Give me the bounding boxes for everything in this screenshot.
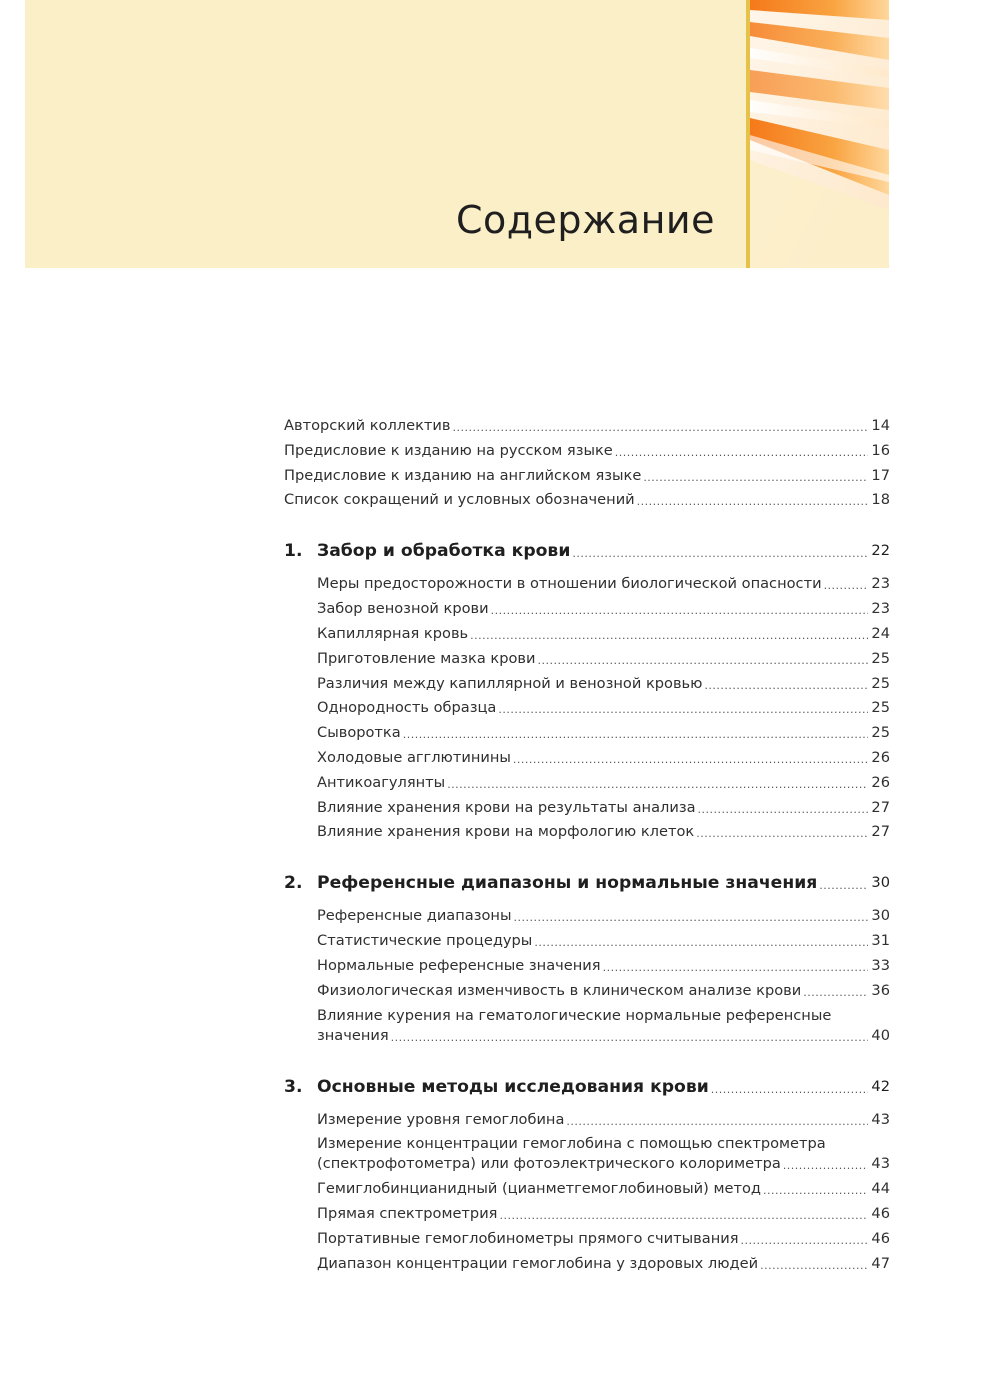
toc-entry-page: 25 — [871, 699, 890, 717]
dot-leader — [534, 935, 868, 951]
toc-entry-page: 46 — [871, 1229, 890, 1247]
toc-entry-title: Статистические процедуры — [317, 932, 533, 950]
chapter-title: Референсные диапазоны и нормальные значения — [317, 873, 818, 894]
dot-leader — [760, 1258, 868, 1274]
toc-chapter[interactable] — [284, 1076, 890, 1098]
dot-leader — [711, 1082, 868, 1098]
dot-leader — [603, 960, 868, 976]
toc-entry[interactable] — [284, 956, 890, 976]
table-of-contents — [284, 416, 890, 1278]
toc-entry-title: Различия между капиллярной и венозной кровью — [317, 674, 703, 692]
toc-entry[interactable] — [284, 574, 890, 594]
toc-entry-page: 31 — [871, 932, 890, 950]
toc-entry[interactable] — [284, 1229, 890, 1249]
chapter-number: 1. — [284, 541, 303, 562]
toc-entry[interactable] — [284, 773, 890, 793]
chapter-page: 22 — [871, 542, 890, 560]
dot-leader — [763, 1183, 868, 1199]
toc-entry-title: Авторский коллектив — [284, 417, 451, 434]
toc-entry-title: Капиллярная кровь — [317, 624, 469, 642]
toc-entry-title: Референсные диапазоны — [317, 907, 512, 925]
toc-entry-title: Портативные гемоглобинометры прямого считывания — [317, 1229, 739, 1247]
dot-leader — [499, 1208, 868, 1224]
toc-entry-title: Физиологическая изменчивость в клиническом анализе крови — [317, 981, 802, 999]
toc-entry-page: 24 — [871, 624, 890, 642]
toc-entry[interactable] — [284, 748, 890, 768]
toc-chapter[interactable] — [284, 540, 890, 562]
toc-entry[interactable] — [284, 416, 890, 436]
toc-entry-page: 25 — [871, 649, 890, 667]
dot-leader — [741, 1233, 868, 1249]
dot-leader — [491, 603, 868, 619]
toc-chapter[interactable] — [284, 872, 890, 894]
dot-leader — [824, 578, 868, 594]
chapter-page: 30 — [871, 874, 890, 892]
toc-entry-title: Влияние хранения крови на морфологию клеток — [317, 823, 695, 841]
toc-entry[interactable] — [284, 723, 890, 743]
dot-leader — [498, 702, 868, 718]
toc-entry[interactable] — [284, 1179, 890, 1199]
toc-entry-page: 25 — [871, 674, 890, 692]
toc-entry[interactable] — [284, 466, 890, 486]
toc-entry-title: Предисловие к изданию на английском языке — [284, 466, 642, 484]
toc-entry-page: 43 — [871, 1110, 890, 1128]
chapter-title: Основные методы исследования крови — [317, 1076, 709, 1097]
toc-entry-page: 27 — [871, 798, 890, 816]
toc-entry-title: Холодовые агглютинины — [317, 748, 511, 766]
dot-leader — [637, 494, 868, 510]
dot-leader — [698, 802, 868, 818]
toc-entry[interactable] — [284, 822, 890, 842]
toc-entry-title: Измерение концентрации гемоглобина с помощью спектрометра — [317, 1135, 826, 1153]
chapter-title: Забор и обработка крови — [317, 541, 571, 562]
toc-entry-page: 30 — [871, 907, 890, 925]
toc-entry-title: Гемиглобинцианидный (цианметгемоглобиновый) метод — [317, 1180, 761, 1198]
dot-leader — [803, 985, 868, 1001]
toc-entry[interactable] — [284, 1204, 890, 1224]
toc-entry-title: Список сокращений и условных обозначений — [284, 491, 635, 509]
toc-entry-page: 14 — [871, 417, 890, 434]
toc-entry[interactable] — [284, 649, 890, 669]
dot-leader — [403, 727, 868, 743]
toc-entry[interactable] — [284, 1134, 890, 1174]
toc-entry-page: 23 — [871, 600, 890, 618]
toc-entry-page: 26 — [871, 748, 890, 766]
dot-leader — [513, 752, 868, 768]
page-title: Содержание — [456, 198, 715, 242]
toc-entry-title: Однородность образца — [317, 699, 497, 717]
toc-entry[interactable] — [284, 906, 890, 926]
toc-entry[interactable] — [284, 1006, 890, 1046]
toc-entry-title: Забор венозной крови — [317, 600, 489, 618]
chapter-page: 42 — [871, 1077, 890, 1095]
toc-entry-title: Предисловие к изданию на русском языке — [284, 441, 613, 459]
toc-entry[interactable] — [284, 441, 890, 461]
toc-entry-title: Антикоагулянты — [317, 773, 446, 791]
toc-entry-page: 17 — [871, 466, 890, 484]
toc-entry[interactable] — [284, 674, 890, 694]
header-band — [25, 0, 747, 268]
toc-entry-title: Нормальные референсные значения — [317, 956, 601, 974]
toc-entry[interactable] — [284, 1254, 890, 1274]
toc-entry-page: 33 — [871, 956, 890, 974]
toc-entry-page: 25 — [871, 724, 890, 742]
toc-entry-title: Меры предосторожности в отношении биологической опасности — [317, 575, 822, 593]
chapter-number: 2. — [284, 873, 303, 894]
toc-entry-title: Влияние курения на гематологические нормальные референсные — [317, 1006, 832, 1024]
dot-leader — [453, 420, 868, 436]
dot-leader — [470, 628, 868, 644]
dot-leader — [704, 678, 868, 694]
toc-entry[interactable] — [284, 798, 890, 818]
toc-entry-page: 23 — [871, 575, 890, 593]
dot-leader — [643, 470, 868, 486]
toc-entry-page: 46 — [871, 1204, 890, 1222]
dot-leader — [566, 1114, 868, 1130]
toc-entry[interactable] — [284, 698, 890, 718]
decorative-image — [750, 0, 889, 268]
toc-entry-page: 26 — [871, 773, 890, 791]
toc-entry-page: 18 — [871, 491, 890, 509]
dot-leader — [391, 1030, 868, 1046]
dot-leader — [513, 910, 868, 926]
toc-entry-page: 36 — [871, 981, 890, 999]
toc-entry[interactable] — [284, 981, 890, 1001]
toc-entry-title-cont: значения — [317, 1026, 389, 1044]
toc-entry-title: Сыворотка — [317, 724, 401, 742]
toc-entry-page: 40 — [871, 1026, 890, 1044]
chapter-number: 3. — [284, 1076, 303, 1097]
dot-leader — [615, 445, 868, 461]
toc-entry[interactable] — [284, 1110, 890, 1130]
dot-leader — [538, 653, 868, 669]
toc-entry-page: 44 — [871, 1180, 890, 1198]
toc-entry-page: 16 — [871, 441, 890, 459]
dot-leader — [696, 826, 868, 842]
dot-leader — [819, 878, 868, 894]
dot-leader — [447, 777, 868, 793]
dot-leader — [783, 1158, 868, 1174]
toc-entry-title: Приготовление мазка крови — [317, 649, 536, 667]
toc-entry-title-cont: (спектрофотометра) или фотоэлектрического колориметра — [317, 1155, 781, 1173]
toc-entry-page: 47 — [871, 1254, 890, 1272]
toc-entry-title: Прямая спектрометрия — [317, 1204, 498, 1222]
toc-entry[interactable] — [284, 599, 890, 619]
dot-leader — [572, 546, 868, 562]
toc-entry-title: Измерение уровня гемоглобина — [317, 1110, 565, 1128]
toc-entry-title: Диапазон концентрации гемоглобина у здоровых людей — [317, 1254, 759, 1272]
toc-entry-page: 27 — [871, 823, 890, 841]
toc-entry-title: Влияние хранения крови на результаты анализа — [317, 798, 696, 816]
toc-entry-page: 43 — [871, 1155, 890, 1173]
toc-entry[interactable] — [284, 490, 890, 510]
toc-entry[interactable] — [284, 931, 890, 951]
toc-entry[interactable] — [284, 624, 890, 644]
